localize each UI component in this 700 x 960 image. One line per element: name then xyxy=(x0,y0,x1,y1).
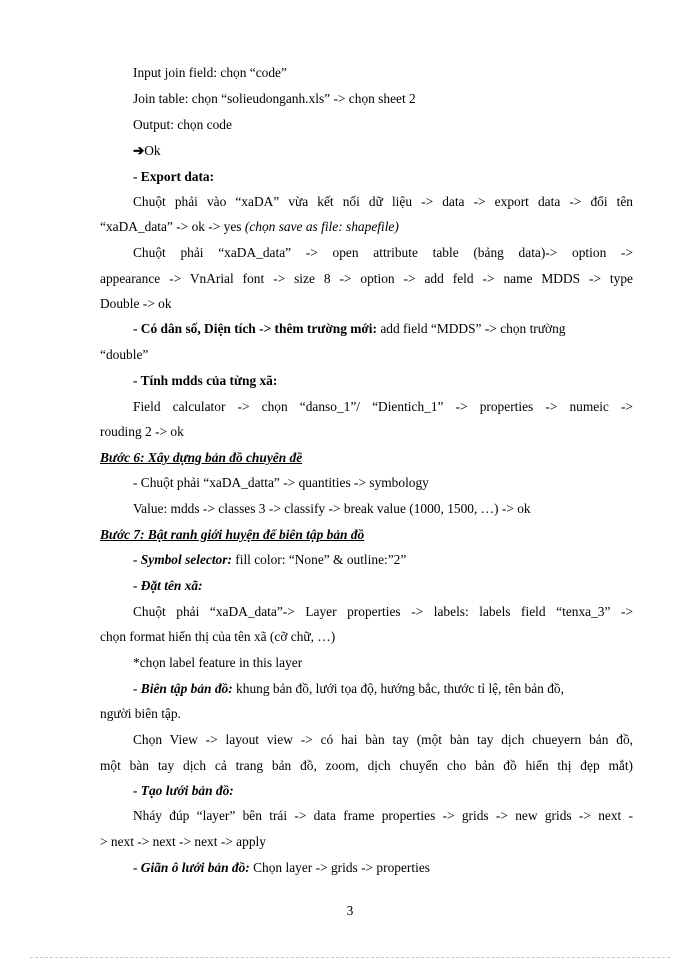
paragraph-line xyxy=(133,680,633,698)
step-7-heading: Bước 7: Bật ranh giới huyện để biên tập bản đồ xyxy=(100,527,365,542)
paragraph-line xyxy=(133,142,161,160)
paragraph-line: > next -> next -> next -> apply xyxy=(100,834,266,849)
paragraph-line: Chọn View -> layout view -> có hai bàn tay (một bàn tay dịch chueyern bản đồ, xyxy=(133,732,633,747)
bold-italic-heading: - Giãn ô lưới bản đồ: xyxy=(133,860,250,875)
paragraph-line xyxy=(133,551,406,569)
paragraph-line: Nháy đúp “layer” bên trái -> data frame properties -> grids -> new grids -> next - xyxy=(133,808,633,823)
paragraph-line: chọn format hiển thị của tên xã (cỡ chữ, …) xyxy=(100,629,336,644)
paragraph-line: Chuột phải “xaDA_data”-> Layer properties -> labels: labels field “tenxa_3” -> xyxy=(133,604,633,619)
paragraph-line: Chuột phải “xaDA_data” -> open attribute table (bảng data)-> option -> xyxy=(133,245,633,260)
paragraph-line: *chọn label feature in this layer xyxy=(133,655,303,670)
section-heading-dat-ten-xa: - Đặt tên xã: xyxy=(133,578,203,593)
ok-text: Ok xyxy=(144,143,161,158)
paragraph-line: Join table: chọn “solieudonganh.xls” -> chọn sheet 2 xyxy=(133,91,416,106)
text-run: “xaDA_data” -> ok -> yes xyxy=(100,219,245,234)
paragraph-line: người biên tập. xyxy=(100,706,181,721)
text-run: add field “MDDS” -> chọn trường xyxy=(377,321,566,336)
section-heading-tao-luoi: - Tạo lưới bản đồ: xyxy=(133,783,234,798)
paragraph-line xyxy=(133,859,430,877)
page-number: 3 xyxy=(346,903,354,918)
paragraph-line: - Chuột phải “xaDA_datta” -> quantities -> symbology xyxy=(133,475,429,490)
paragraph-line: một bàn tay dịch cả trang bản đồ, zoom, dịch chuyển cho bản đồ hiển thị đẹp mắt) xyxy=(100,758,633,773)
text-run: fill color: “None” & outline:”2” xyxy=(231,552,407,567)
arrow-icon: ➔ xyxy=(133,143,145,158)
section-heading-export-data: - Export data: xyxy=(133,169,215,184)
paragraph-line xyxy=(133,320,633,338)
step-6-heading: Bước 6: Xây dựng bản đồ chuyên đề xyxy=(100,450,303,465)
paragraph-line: Input join field: chọn “code” xyxy=(133,65,287,80)
paragraph-line: “double” xyxy=(100,347,149,362)
paragraph-line xyxy=(100,218,399,236)
paragraph-line: appearance -> VnArial font -> size 8 -> option -> add feld -> name MDDS -> type xyxy=(100,271,633,286)
text-run: Chọn layer -> grids -> properties xyxy=(249,860,430,875)
italic-note: (chọn save as file: shapefile) xyxy=(244,219,399,234)
paragraph-line: rouding 2 -> ok xyxy=(100,424,184,439)
paragraph-line: Field calculator -> chọn “danso_1”/ “Dientich_1” -> properties -> numeic -> xyxy=(133,399,633,414)
paragraph-line: Value: mdds -> classes 3 -> classify -> break value (1000, 1500, …) -> ok xyxy=(133,501,531,516)
bold-italic-heading: - Biên tập bản đồ: xyxy=(133,681,233,696)
page-bottom-divider xyxy=(30,957,670,958)
paragraph-line: Double -> ok xyxy=(100,296,172,311)
bold-italic-heading: - Symbol selector: xyxy=(133,552,232,567)
paragraph-line: Chuột phải vào “xaDA” vừa kết nối dữ liệu -> data -> export data -> đổi tên xyxy=(133,194,633,209)
text-run: khung bản đồ, lưới tọa độ, hướng bắc, thước tỉ lệ, tên bản đồ, xyxy=(232,681,564,696)
bold-heading: - Có dân số, Diện tích -> thêm trường mới: xyxy=(133,321,377,336)
paragraph-line: Output: chọn code xyxy=(133,117,232,132)
section-heading-tinh-mdds: - Tính mdds của từng xã: xyxy=(133,373,278,388)
